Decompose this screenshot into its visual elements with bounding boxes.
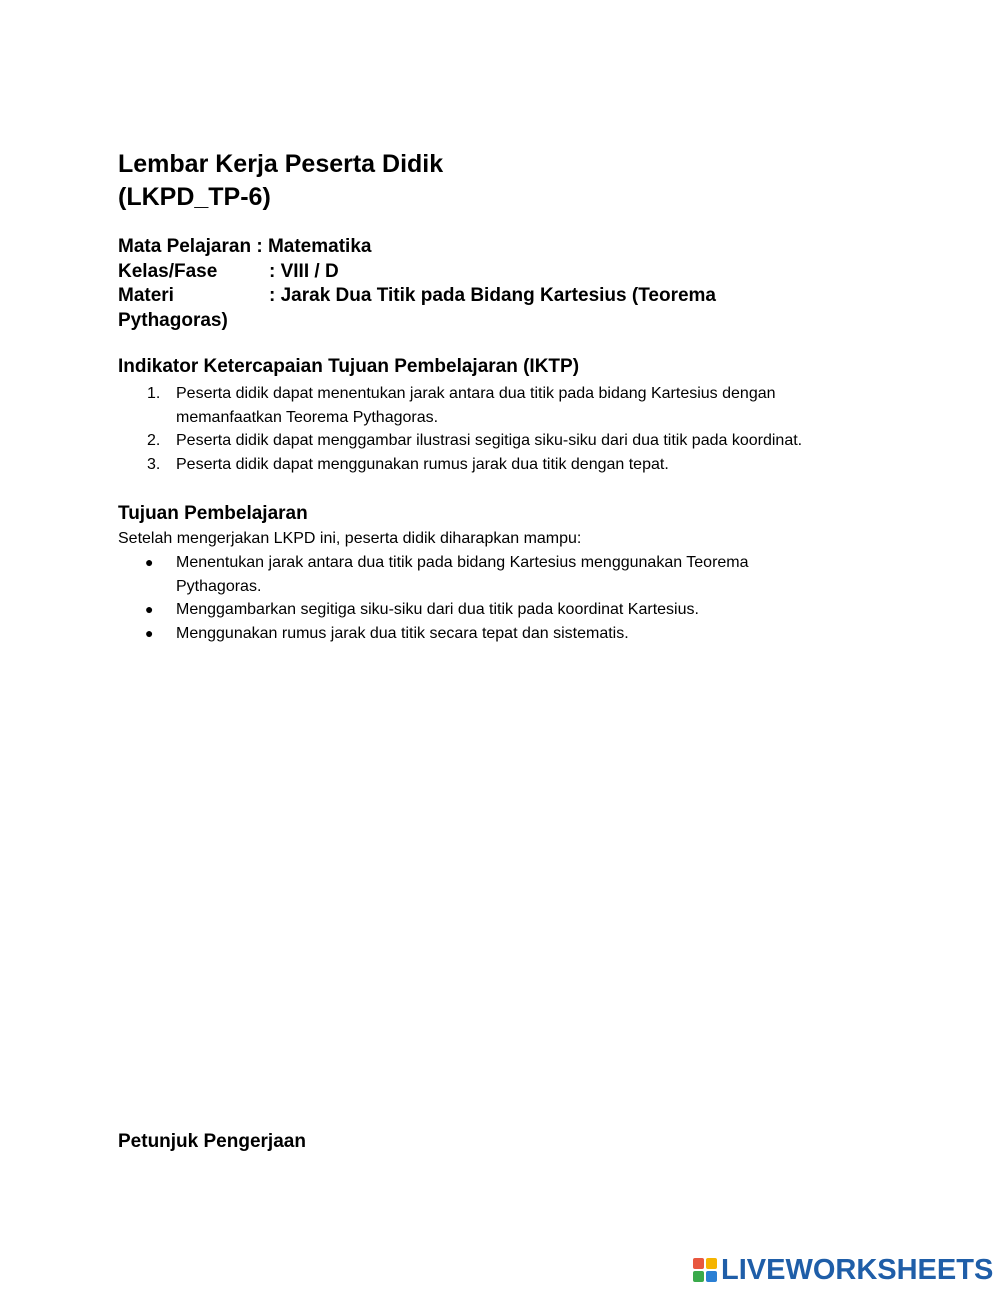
iktp-item-number: 3.: [147, 455, 161, 473]
material-label: Materi: [118, 285, 174, 306]
iktp-item: [118, 429, 898, 453]
tujuan-intro: Setelah mengerjakan LKPD ini, peserta didik diharapkan mampu:: [118, 530, 582, 547]
iktp-list: [118, 382, 898, 476]
tujuan-heading: Tujuan Pembelajaran: [118, 503, 308, 524]
iktp-item: [118, 382, 898, 429]
class-label: Kelas/Fase: [118, 260, 218, 282]
iktp-item-text-cont: memanfaatkan Teorema Pythagoras.: [176, 408, 439, 426]
bullet-icon: ●: [145, 601, 154, 617]
subject-row: [118, 235, 838, 260]
iktp-heading: Indikator Ketercapaian Tujuan Pembelajaran (IKTP): [118, 356, 580, 377]
lesson-info: [118, 235, 838, 333]
iktp-item-text: Peserta didik dapat menggambar ilustrasi segitiga siku-siku dari dua titik pada koordinat.: [176, 432, 803, 449]
logo-tile: [693, 1258, 704, 1269]
material-value-continued: Pythagoras): [118, 309, 228, 331]
bullet-icon: ●: [145, 554, 154, 570]
logo-tile: [706, 1258, 717, 1269]
tujuan-item-text: Menggambarkan segitiga siku-siku dari dua titik pada koordinat Kartesius.: [176, 601, 699, 618]
tujuan-item-text: Menentukan jarak antara dua titik pada bidang Kartesius menggunakan Teorema: [176, 554, 749, 571]
class-value: : VIII / D: [269, 260, 339, 282]
petunjuk-heading: Petunjuk Pengerjaan: [118, 1131, 306, 1152]
iktp-item-number: 2.: [147, 432, 161, 449]
tujuan-item-text: Menggunakan rumus jarak dua titik secara tepat dan sistematis.: [176, 624, 629, 642]
iktp-item-text: Peserta didik dapat menentukan jarak antara dua titik pada bidang Kartesius dengan: [176, 385, 776, 402]
tujuan-item: [118, 551, 898, 598]
logo-tiles-icon: [693, 1258, 717, 1282]
iktp-item-number: 1.: [147, 385, 161, 402]
logo-tile: [706, 1271, 717, 1282]
logo-tile: [693, 1271, 704, 1282]
page-title: [118, 148, 443, 214]
iktp-item: [118, 453, 898, 477]
logo-wordmark: LIVEWORKSHEETS: [721, 1254, 994, 1286]
title-line-1: Lembar Kerja Peserta Didik: [118, 150, 444, 178]
tujuan-list: [118, 551, 898, 645]
bullet-icon: ●: [145, 624, 154, 641]
material-value: : Jarak Dua Titik pada Bidang Kartesius (Teorema: [269, 285, 716, 306]
iktp-item-text: Peserta didik dapat menggunakan rumus jarak dua titik dengan tepat.: [176, 455, 669, 473]
liveworksheets-logo: [693, 1255, 993, 1285]
subject-label: Mata Pelajaran: [118, 236, 252, 257]
title-line-2: (LKPD_TP-6): [118, 183, 271, 211]
tujuan-item: [118, 622, 898, 646]
tujuan-item-text-cont: Pythagoras.: [176, 577, 262, 595]
subject-value: : Matematika: [256, 236, 372, 257]
material-row: [118, 284, 838, 309]
class-row: [118, 260, 838, 285]
tujuan-item: [118, 598, 898, 622]
